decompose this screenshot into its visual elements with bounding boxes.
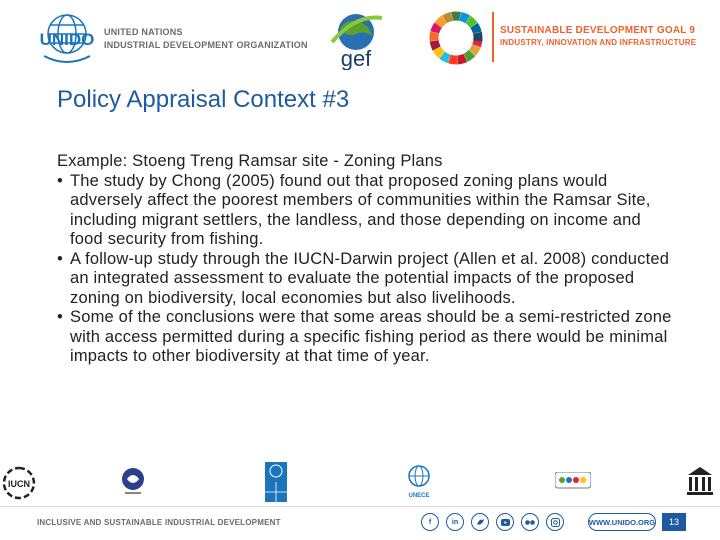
- bullet-item: • The study by Chong (2005) found out that proposed zoning plans would adversely affect the poorest members of communities within the Ramsar Site, including migrant settlers, the landless, and those depending on income and food security from fishing.: [57, 172, 677, 250]
- slide-body: [57, 152, 677, 367]
- sdg-title-main: SUSTAINABLE DEVELOPMENT: [500, 25, 657, 36]
- youtube-icon[interactable]: [496, 513, 514, 531]
- sdg-subtitle: INDUSTRY, INNOVATION AND INFRASTRUCTURE: [500, 38, 697, 47]
- footer-tagline: INCLUSIVE AND SUSTAINABLE INDUSTRIAL DEVELOPMENT: [37, 518, 281, 527]
- iucn-logo-text: IUCN: [8, 479, 30, 489]
- undp-logo: [265, 462, 287, 507]
- org-name-line2: INDUSTRIAL DEVELOPMENT ORGANIZATION: [104, 40, 308, 50]
- instagram-icon[interactable]: [546, 513, 564, 531]
- sdg-heading: [500, 24, 696, 49]
- sdg-title: [500, 24, 696, 37]
- gef-logo: [326, 8, 386, 70]
- unido-logo-text: UNIDO: [39, 30, 95, 49]
- flickr-icon[interactable]: [521, 513, 539, 531]
- website-link[interactable]: WWW.UNIDO.ORG: [588, 513, 656, 531]
- org-name: [104, 26, 308, 52]
- bullet-item: • Some of the conclusions were that some areas should be a semi-restricted zone with access permitted during a specific fishing period as there would be minimal impacts to other biodiversity at that time of year.: [57, 308, 677, 367]
- bullet-list: [57, 172, 677, 367]
- sdg-wheel-icon: [428, 10, 484, 66]
- gef-logo-text: gef: [340, 46, 372, 70]
- linkedin-icon[interactable]: in: [446, 513, 464, 531]
- grid-logo: [555, 472, 591, 497]
- unesco-logo: [686, 466, 714, 501]
- page-number: 13: [662, 513, 686, 531]
- slide-title: Policy Appraisal Context #3: [57, 86, 350, 113]
- footer-divider: [0, 506, 720, 507]
- partner-logos: [0, 460, 720, 504]
- unece-logo: [404, 464, 434, 499]
- unido-logo: [36, 10, 98, 68]
- twitter-icon[interactable]: [471, 513, 489, 531]
- iucn-logo: [2, 466, 36, 505]
- bullet-item: • A follow-up study through the IUCN-Darwin project (Allen et al. 2008) conducted an integrated assessment to evaluate the potential impacts of the proposed zoning on biodiversity, local economies but also livelihoods.: [57, 250, 677, 309]
- unece-logo-text: UNECE: [408, 493, 430, 499]
- sdg-title-goal: GOAL 9: [656, 25, 696, 36]
- org-name-line1: UNITED NATIONS: [104, 27, 183, 37]
- sdg-divider: [492, 12, 494, 62]
- intro-text: Example: Stoeng Treng Ramsar site - Zoning Plans: [57, 152, 443, 170]
- facebook-icon[interactable]: f: [421, 513, 439, 531]
- iwi-logo: [120, 466, 146, 501]
